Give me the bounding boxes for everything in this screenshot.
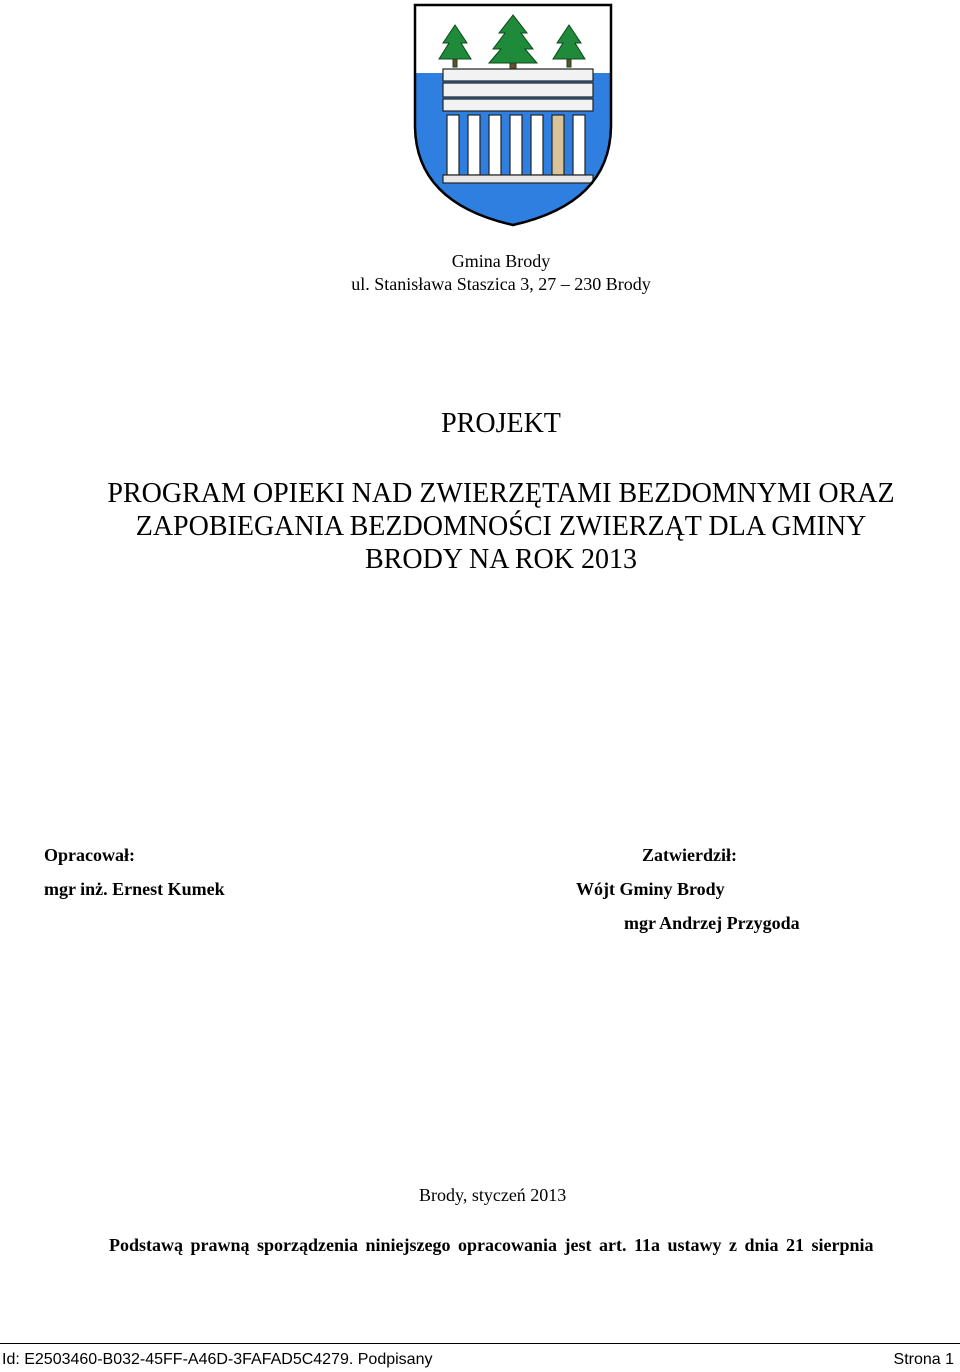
approved-by-name: mgr Andrzej Przygoda xyxy=(624,913,800,933)
title-line: BRODY NA ROK 2013 xyxy=(365,544,637,575)
title-line: ZAPOBIEGANIA BEZDOMNOŚCI ZWIERZĄT DLA GMINY xyxy=(135,511,867,542)
document-title xyxy=(0,477,960,576)
page-footer xyxy=(0,1343,960,1372)
date-line: Brody, styczeń 2013 xyxy=(419,1185,567,1205)
document-label: PROJEKT xyxy=(441,408,561,439)
legal-basis-text: Podstawą prawną sporządzenia niniejszego opracowania jest art. 11a ustawy z dnia 21 sierpnia xyxy=(109,1235,874,1255)
approved-by-label: Zatwierdził: xyxy=(642,845,737,865)
organization-address: ul. Stanisława Staszica 3, 27 – 230 Brody xyxy=(351,274,651,294)
document-id: Id: E2503460-B032-45FF-A46D-3FAFAD5C4279. Podpisany xyxy=(2,1351,433,1368)
prepared-by-name: mgr inż. Ernest Kumek xyxy=(44,879,225,899)
page-number: Strona 1 xyxy=(893,1351,954,1368)
organization-name: Gmina Brody xyxy=(451,251,551,271)
title-line: PROGRAM OPIEKI NAD ZWIERZĘTAMI BEZDOMNYMI ORAZ xyxy=(107,478,895,509)
prepared-by-label: Opracował: xyxy=(44,845,135,865)
coat-of-arms-logo xyxy=(413,3,613,228)
approved-by-role: Wójt Gminy Brody xyxy=(576,879,725,899)
